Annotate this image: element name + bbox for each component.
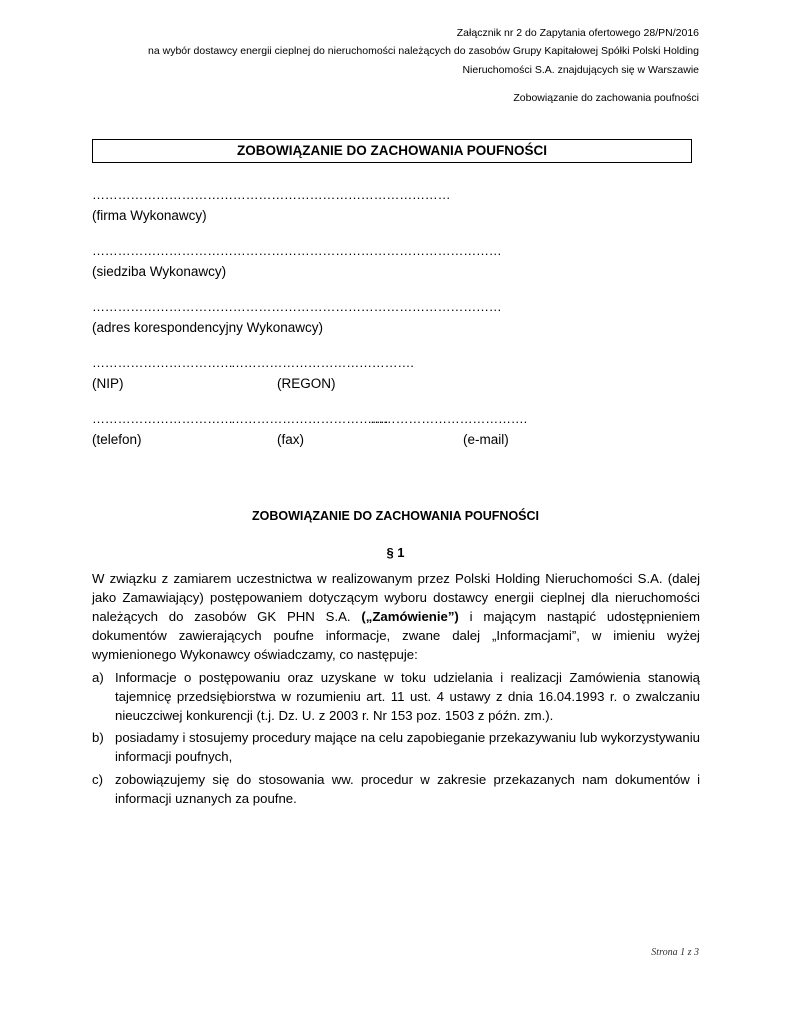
list-item-marker: a) — [92, 670, 104, 685]
firma-dotted-line: ………………………………………………………………………… — [92, 187, 451, 202]
siedziba-label: (siedziba Wykonawcy) — [92, 264, 227, 279]
list-item — [92, 728, 700, 766]
email-label: (e-mail) — [463, 432, 509, 447]
page-number: Strona 1 z 3 — [651, 947, 699, 958]
intro-text-1: W związku z zamiarem uczestnictwa w realizowanym przez Polski Holding Nieruchomości S.A. (dalej jako Zamawiający) postępowaniem dotyczącym wyboru dostawcy energii cieplnej dla nieruchomości należących do zasobów GK PHN S.A. — [92, 571, 700, 624]
siedziba-dotted-line: …………………………………………………………………………………… — [92, 243, 502, 258]
nip-label: (NIP) — [92, 376, 124, 391]
list-item-text: Informacje o postępowaniu oraz uzyskane w toku udzielania i realizacji Zamówienia stanowią tajemnicę przedsiębiorstwa w rozumieniu art. 11 ust. 4 ustawy z dnia 16.04.1993 r. o zwalczaniu nieuczciwej konkurencji (t.j. Dz. U. z 2003 r. Nr 153 poz. 1503 z późn. zm.). — [115, 670, 700, 723]
list-item-text: posiadamy i stosujemy procedury mające na celu zapobieganie przekazywaniu lub wykorzystywaniu informacji poufnych, — [115, 730, 700, 764]
intro-text-2: i mającym nastąpić udostępnieniem dokumentów zawierających poufne informacje, zwane dalej „Informacjami”, w imieniu wyżej wymienionego Wykonawcy oświadczamy, co następuje: — [92, 609, 700, 662]
list-item-marker: b) — [92, 730, 104, 745]
header-attachment-line: Załącznik nr 2 do Zapytania ofertowego 28/PN/2016 — [456, 27, 699, 39]
regon-dotted-line: ……………………………………. — [231, 355, 414, 370]
telefon-dotted-line: …………………………… — [92, 411, 233, 426]
section-heading: ZOBOWIĄZANIE DO ZACHOWANIA POUFNOŚCI — [251, 509, 540, 523]
list-item-text: zobowiązujemy się do stosowania ww. procedur w zakresie przekazanych nam dokumentów i informacji uznanych za poufne. — [115, 772, 700, 806]
firma-label: (firma Wykonawcy) — [92, 208, 207, 223]
paragraph-mark: § 1 — [386, 545, 405, 560]
header-subject-line-2: Nieruchomości S.A. znajdujących się w Warszawie — [462, 64, 699, 76]
title-box: ZOBOWIĄZANIE DO ZACHOWANIA POUFNOŚCI — [92, 139, 692, 163]
nip-dotted-line: …………………………… — [92, 355, 233, 370]
email-dotted-line: ………………………………. — [370, 411, 528, 426]
header-document-name: Zobowiązanie do zachowania poufności — [513, 92, 699, 104]
fax-label: (fax) — [277, 432, 304, 447]
intro-paragraph — [92, 569, 700, 664]
list-item-marker: c) — [92, 772, 103, 787]
regon-label: (REGON) — [277, 376, 336, 391]
telefon-label: (telefon) — [92, 432, 142, 447]
fax-dotted-line: ………………………………. — [231, 411, 389, 426]
adres-label: (adres korespondencyjny Wykonawcy) — [92, 320, 323, 335]
list-item — [92, 770, 700, 808]
header-subject-line: na wybór dostawcy energii cieplnej do nieruchomości należących do zasobów Grupy Kapitałowej Spółki Polski Holding — [148, 45, 699, 57]
adres-dotted-line: …………………………………………………………………………………… — [92, 299, 502, 314]
list-item — [92, 668, 700, 725]
intro-bold-term: („Zamówienie”) — [361, 609, 459, 624]
